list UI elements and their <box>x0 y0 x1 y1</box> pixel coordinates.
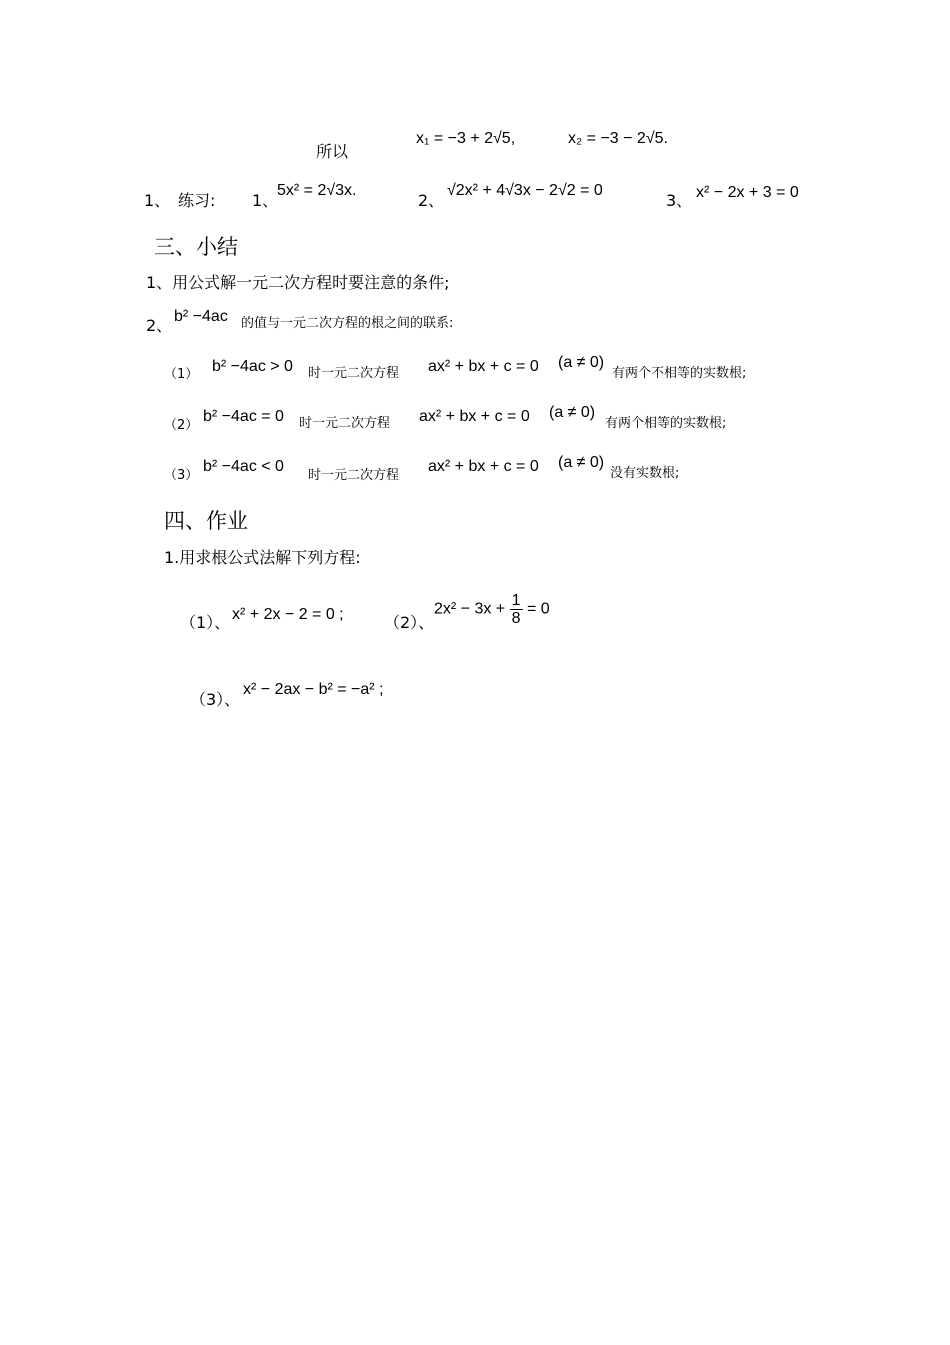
practice-2-equation: √2x² + 4√3x − 2√2 = 0 <box>447 182 603 199</box>
case-3-equation: ax² + bx + c = 0 <box>428 458 539 475</box>
case-3-condition-a: (a ≠ 0) <box>558 454 605 471</box>
case-1-equation: ax² + bx + c = 0 <box>428 358 539 375</box>
case-2-mid-text: 时一元二次方程 <box>299 416 391 431</box>
case-2-condition: b² −4ac = 0 <box>203 408 284 425</box>
homework-intro: 1.用求根公式法解下列方程: <box>164 548 361 567</box>
case-2-number: （2） <box>164 418 199 433</box>
root-x1: x₁ = −3 + 2√5, <box>416 130 516 147</box>
root-x2: x₂ = −3 − 2√5. <box>568 130 668 147</box>
case-2-equation: ax² + bx + c = 0 <box>419 408 530 425</box>
summary-item-2-expression: b² −4ac <box>174 308 228 325</box>
homework-q3-equation: x² − 2ax − b² = −a² ; <box>243 681 384 698</box>
fraction-numerator: 1 <box>511 592 521 609</box>
homework-q2-right: = 0 <box>526 600 550 618</box>
homework-q2-equation <box>434 592 550 627</box>
homework-q3-number: （3）、 <box>190 690 241 709</box>
case-3-number: （3） <box>164 468 199 483</box>
case-1-condition: b² −4ac > 0 <box>212 358 293 375</box>
therefore-label: 所以 <box>316 142 349 161</box>
homework-q2-fraction <box>510 592 523 627</box>
case-3-mid-text: 时一元二次方程 <box>308 468 400 483</box>
practice-1-equation: 5x² = 2√3x. <box>277 182 357 199</box>
case-3-condition: b² −4ac < 0 <box>203 458 284 475</box>
case-2-result: 有两个相等的实数根; <box>605 416 727 431</box>
summary-item-2-text: 的值与一元二次方程的根之间的联系: <box>241 316 454 331</box>
case-1-condition-a: (a ≠ 0) <box>558 354 605 371</box>
homework-heading: 四、作业 <box>164 509 248 533</box>
homework-q2-number: （2）、 <box>384 613 435 632</box>
case-1-number: （1） <box>164 367 199 382</box>
fraction-denominator: 8 <box>511 610 521 627</box>
homework-q1-equation: x² + 2x − 2 = 0 ; <box>232 606 344 623</box>
homework-q1-number: （1）、 <box>180 613 231 632</box>
summary-item-2-number: 2、 <box>146 316 173 335</box>
practice-number: 1、 <box>144 191 171 210</box>
summary-heading: 三、小结 <box>154 235 238 259</box>
case-3-result: 没有实数根; <box>610 466 680 481</box>
practice-1-number: 1、 <box>252 191 279 210</box>
case-1-mid-text: 时一元二次方程 <box>308 366 400 381</box>
practice-label: 练习: <box>178 191 216 210</box>
case-2-condition-a: (a ≠ 0) <box>549 404 596 421</box>
practice-3-equation: x² − 2x + 3 = 0 <box>696 184 799 201</box>
summary-item-1: 1、用公式解一元二次方程时要注意的条件; <box>146 273 450 292</box>
homework-q2-left: 2x² − 3x + <box>434 600 506 618</box>
case-1-result: 有两个不相等的实数根; <box>612 366 747 381</box>
practice-2-number: 2、 <box>418 191 445 210</box>
practice-3-number: 3、 <box>666 191 693 210</box>
